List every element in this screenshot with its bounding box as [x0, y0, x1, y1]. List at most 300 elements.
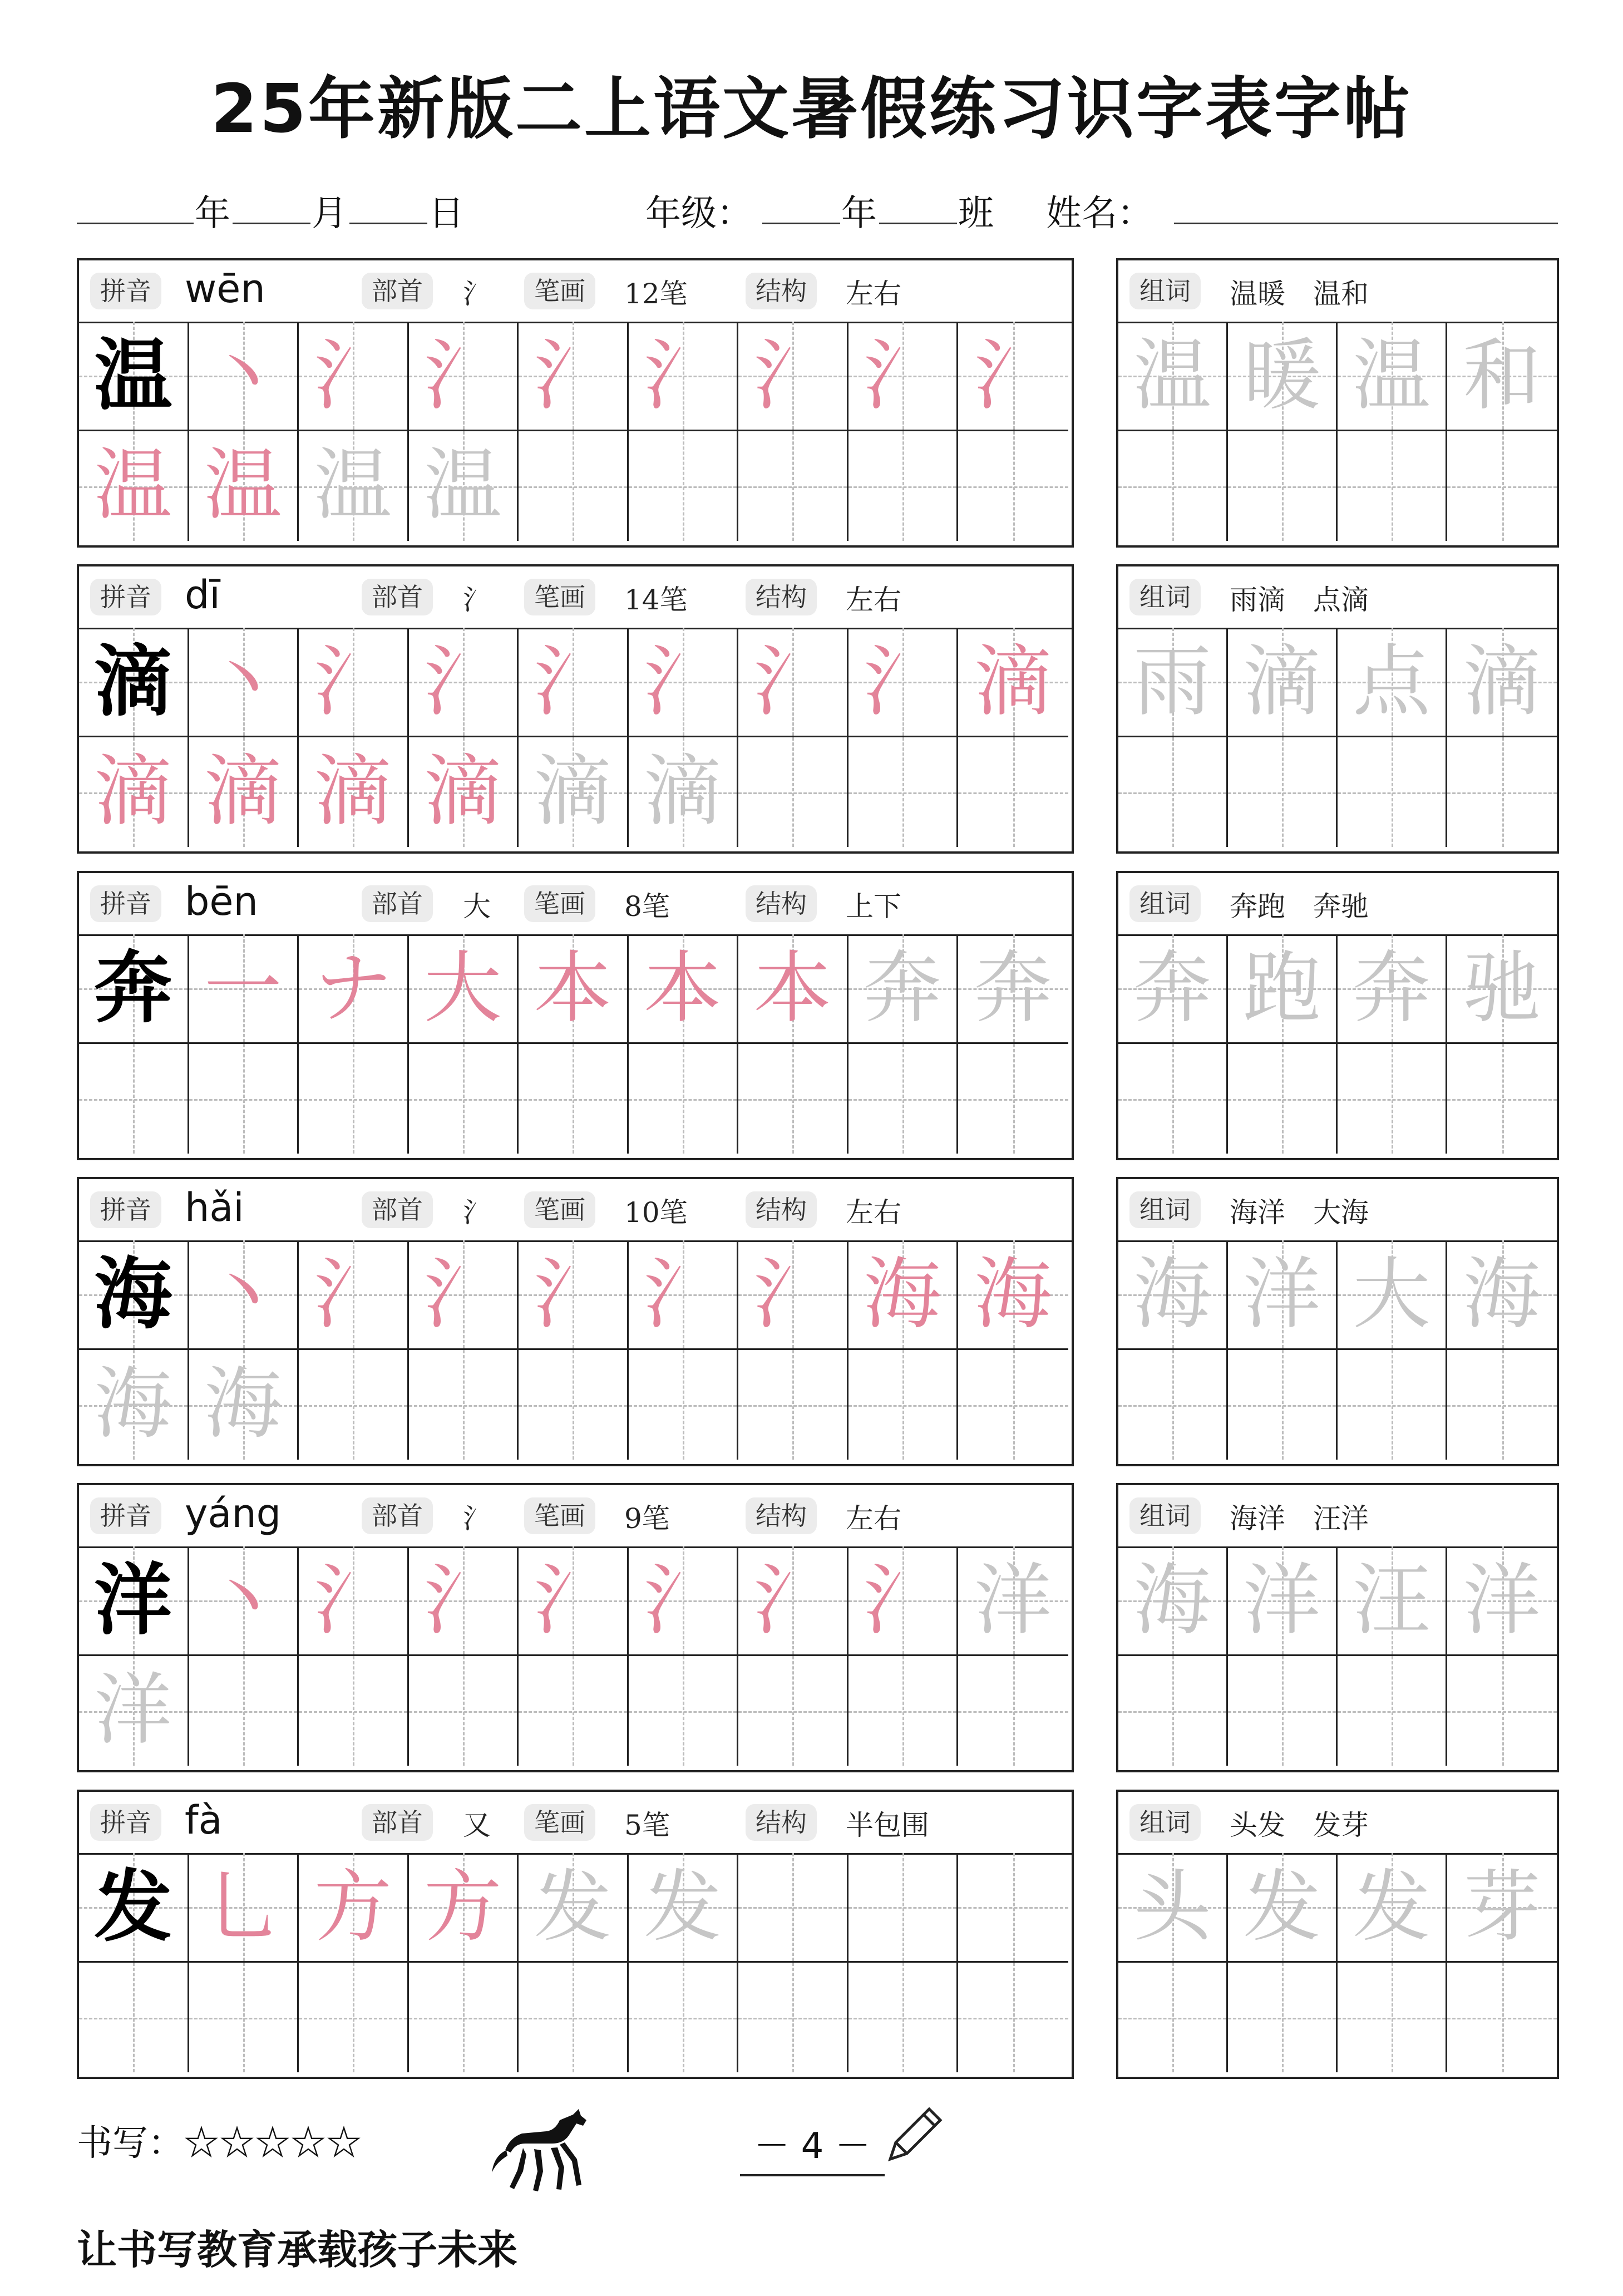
stroke-order-character: 氵: [753, 637, 832, 727]
practice-cell[interactable]: [629, 1963, 739, 2072]
grade-blank[interactable]: [762, 178, 840, 224]
stroke-order-character: 滴: [314, 746, 392, 837]
word-cell[interactable]: [1338, 1546, 1447, 1656]
page-title: 25年新版二上语文暑假练习识字表字帖: [211, 71, 1412, 148]
practice-cell[interactable]: [519, 1350, 629, 1460]
stroke-order-character: 温: [94, 440, 172, 531]
practice-cell[interactable]: [189, 1044, 299, 1154]
practice-cell[interactable]: [738, 1963, 849, 2072]
practice-block: [77, 1483, 1074, 1772]
word-trace-character: 发: [1242, 1862, 1321, 1953]
practice-cell[interactable]: [849, 1350, 959, 1460]
word-cell[interactable]: [1338, 737, 1447, 847]
word-cell[interactable]: [1228, 1656, 1338, 1766]
word-cell[interactable]: [1447, 1853, 1557, 1963]
model-character: 奔: [94, 943, 172, 1034]
stroke-order-character: 氵: [863, 637, 941, 727]
practice-block: [77, 258, 1074, 548]
word-trace-character: 雨: [1133, 637, 1211, 727]
practice-cell[interactable]: [958, 1963, 1068, 2072]
stroke-order-character: 氵: [314, 1555, 392, 1646]
word-trace-character: 洋: [1242, 1555, 1321, 1646]
word-cell[interactable]: [1338, 1963, 1447, 2072]
words-value: 头发 发芽: [1230, 1809, 1369, 1841]
pinyin-value: fà: [185, 1797, 223, 1843]
practice-cell[interactable]: [958, 934, 1068, 1044]
stroke-order-character: 氵: [753, 1249, 832, 1340]
practice-cell[interactable]: [79, 1240, 189, 1350]
word-cell[interactable]: [1228, 431, 1338, 541]
stroke-order-character: 奔: [863, 943, 941, 1034]
practice-cell[interactable]: [409, 1546, 519, 1656]
practice-cell[interactable]: [519, 628, 629, 737]
model-character: 海: [94, 1249, 172, 1340]
practice-cell[interactable]: [299, 1963, 409, 2072]
pinyin-value: wēn: [185, 266, 265, 312]
practice-cell[interactable]: [409, 1240, 519, 1350]
practice-cell[interactable]: [189, 322, 299, 431]
stroke-order-character: 氵: [423, 331, 502, 421]
stroke-order-character: 滴: [974, 637, 1052, 727]
word-trace-character: 汪: [1352, 1555, 1430, 1646]
structure-label: 结构: [746, 1804, 817, 1841]
practice-cell[interactable]: [299, 322, 409, 431]
stroke-order-character: 氵: [753, 331, 832, 421]
pinyin-label: 拼音: [90, 1191, 161, 1228]
practice-cell[interactable]: [958, 1350, 1068, 1460]
practice-cell[interactable]: [79, 1853, 189, 1963]
word-trace-character: 海: [1133, 1555, 1211, 1646]
word-trace-character: 温: [1352, 331, 1430, 421]
practice-cell[interactable]: [79, 431, 189, 541]
practice-cell[interactable]: [849, 1240, 959, 1350]
practice-cell[interactable]: [849, 934, 959, 1044]
month-blank[interactable]: [233, 178, 310, 224]
practice-cell[interactable]: [519, 737, 629, 847]
year-blank[interactable]: [77, 178, 194, 224]
practice-cell[interactable]: [958, 1240, 1068, 1350]
practice-cell[interactable]: [79, 1656, 189, 1766]
practice-cell[interactable]: [189, 1240, 299, 1350]
words-label: 组词: [1129, 885, 1201, 922]
practice-cell[interactable]: [409, 322, 519, 431]
practice-cell[interactable]: [519, 1963, 629, 2072]
practice-block: [77, 1177, 1074, 1466]
word-cell[interactable]: [1338, 1044, 1447, 1154]
practice-cell[interactable]: [738, 1853, 849, 1963]
word-cell[interactable]: [1118, 1044, 1228, 1154]
practice-cell[interactable]: [958, 1853, 1068, 1963]
stroke-order-character: 氵: [643, 1249, 722, 1340]
practice-cell[interactable]: [189, 431, 299, 541]
practice-cell[interactable]: [299, 1350, 409, 1460]
practice-cell[interactable]: [409, 628, 519, 737]
word-cell[interactable]: [1447, 628, 1557, 737]
stroke-order-character: 氵: [863, 1555, 941, 1646]
practice-cell[interactable]: [409, 431, 519, 541]
practice-cell[interactable]: [189, 1656, 299, 1766]
radical-label: 部首: [362, 579, 433, 615]
word-cell[interactable]: [1338, 1350, 1447, 1460]
stroke-order-character: 洋: [974, 1555, 1052, 1646]
practice-cell[interactable]: [519, 1546, 629, 1656]
word-cell[interactable]: [1118, 737, 1228, 847]
practice-cell[interactable]: [738, 1656, 849, 1766]
pinyin-value: dī: [185, 572, 220, 618]
practice-cell[interactable]: [409, 1963, 519, 2072]
stroke-order-character: 丶: [204, 637, 282, 727]
stroke-order-character: 滴: [534, 746, 612, 837]
strokes-label: 笔画: [524, 579, 595, 615]
practice-cell[interactable]: [409, 1350, 519, 1460]
practice-cell[interactable]: [79, 628, 189, 737]
practice-cell[interactable]: [79, 737, 189, 847]
pinyin-label: 拼音: [90, 273, 161, 309]
practice-cell[interactable]: [629, 1853, 739, 1963]
practice-cell[interactable]: [629, 1656, 739, 1766]
radical-value: 氵: [463, 1502, 491, 1535]
pinyin-label: 拼音: [90, 579, 161, 615]
word-cell[interactable]: [1228, 737, 1338, 847]
word-cell[interactable]: [1118, 1350, 1228, 1460]
day-label: 日: [428, 193, 464, 234]
word-cell[interactable]: [1447, 431, 1557, 541]
word-trace-character: 头: [1133, 1862, 1211, 1953]
practice-cell[interactable]: [409, 934, 519, 1044]
word-cell[interactable]: [1228, 934, 1338, 1044]
word-cell[interactable]: [1228, 1240, 1338, 1350]
practice-cell[interactable]: [189, 934, 299, 1044]
practice-cell[interactable]: [958, 1044, 1068, 1154]
pinyin-value: yáng: [185, 1491, 282, 1536]
practice-cell[interactable]: [519, 1044, 629, 1154]
model-character: 滴: [94, 636, 172, 727]
practice-cell[interactable]: [519, 1656, 629, 1766]
stroke-order-character: 方: [423, 1862, 502, 1953]
stroke-order-character: 本: [753, 943, 832, 1034]
word-cell[interactable]: [1338, 628, 1447, 737]
structure-value: 左右: [846, 1196, 901, 1229]
word-block: [1116, 1483, 1559, 1772]
practice-cell[interactable]: [738, 1044, 849, 1154]
practice-cell[interactable]: [629, 1044, 739, 1154]
class-blank[interactable]: [879, 178, 957, 224]
words-value: 海洋 汪洋: [1230, 1502, 1369, 1535]
word-trace-character: 大: [1352, 1249, 1430, 1340]
practice-cell[interactable]: [409, 1044, 519, 1154]
stroke-order-character: ナ: [314, 943, 392, 1034]
month-label: 月: [312, 193, 347, 234]
strokes-value: 8笔: [624, 890, 670, 923]
stroke-order-character: 氵: [423, 637, 502, 727]
word-cell[interactable]: [1338, 1240, 1447, 1350]
practice-cell[interactable]: [299, 1044, 409, 1154]
model-character: 洋: [94, 1555, 172, 1646]
word-trace-character: 跑: [1242, 943, 1321, 1034]
word-cell[interactable]: [1447, 322, 1557, 431]
stroke-order-character: 滴: [204, 746, 282, 837]
word-cell[interactable]: [1447, 1240, 1557, 1350]
practice-cell[interactable]: [738, 1350, 849, 1460]
stroke-order-character: 氵: [423, 1555, 502, 1646]
stroke-order-character: 氵: [534, 331, 612, 421]
practice-cell[interactable]: [409, 737, 519, 847]
structure-value: 左右: [846, 1502, 901, 1535]
stroke-order-character: 氵: [753, 1555, 832, 1646]
practice-cell[interactable]: [79, 934, 189, 1044]
radical-label: 部首: [362, 273, 433, 309]
word-cell[interactable]: [1228, 1546, 1338, 1656]
practice-cell[interactable]: [738, 431, 849, 541]
word-cell[interactable]: [1228, 322, 1338, 431]
word-trace-character: 海: [1133, 1249, 1211, 1340]
words-label: 组词: [1129, 273, 1201, 309]
word-cell[interactable]: [1228, 1963, 1338, 2072]
practice-cell[interactable]: [79, 1044, 189, 1154]
practice-cell[interactable]: [958, 628, 1068, 737]
word-cell[interactable]: [1118, 628, 1228, 737]
word-cell[interactable]: [1447, 737, 1557, 847]
pinyin-value: bēn: [185, 879, 258, 924]
practice-cell[interactable]: [849, 1963, 959, 2072]
word-cell[interactable]: [1228, 1044, 1338, 1154]
strokes-value: 12笔: [624, 278, 688, 310]
stroke-order-character: 滴: [94, 746, 172, 837]
class-label: 班: [958, 193, 994, 234]
stroke-order-character: 发: [643, 1862, 722, 1953]
stroke-order-character: 氵: [314, 637, 392, 727]
practice-cell[interactable]: [958, 322, 1068, 431]
practice-cell[interactable]: [299, 1546, 409, 1656]
strokes-label: 笔画: [524, 1191, 595, 1228]
practice-cell[interactable]: [79, 1546, 189, 1656]
words-label: 组词: [1129, 1497, 1201, 1534]
practice-cell[interactable]: [849, 1656, 959, 1766]
word-cell[interactable]: [1118, 934, 1228, 1044]
word-trace-character: 滴: [1242, 637, 1321, 727]
word-cell[interactable]: [1447, 1656, 1557, 1766]
stroke-order-character: 氵: [643, 331, 722, 421]
stroke-order-character: 奔: [974, 943, 1052, 1034]
word-trace-character: 点: [1352, 637, 1430, 727]
word-trace-character: 奔: [1352, 943, 1430, 1034]
strokes-label: 笔画: [524, 885, 595, 922]
practice-cell[interactable]: [519, 431, 629, 541]
word-cell[interactable]: [1228, 1853, 1338, 1963]
pen-icon: [879, 2103, 946, 2170]
words-value: 雨滴 点滴: [1230, 584, 1369, 616]
stroke-order-character: 滴: [643, 746, 722, 837]
practice-cell[interactable]: [79, 1963, 189, 2072]
stroke-order-character: 海: [974, 1249, 1052, 1340]
grade-year-label: 年: [841, 193, 877, 234]
words-value: 海洋 大海: [1230, 1196, 1369, 1229]
words-label: 组词: [1129, 579, 1201, 615]
structure-value: 半包围: [846, 1809, 929, 1841]
model-character: 温: [94, 330, 172, 421]
practice-cell[interactable]: [189, 1853, 299, 1963]
stroke-order-character: 氵: [863, 331, 941, 421]
stroke-order-character: 温: [423, 440, 502, 531]
practice-cell[interactable]: [849, 1546, 959, 1656]
words-value: 奔跑 奔驰: [1230, 890, 1369, 923]
word-cell[interactable]: [1118, 431, 1228, 541]
practice-cell[interactable]: [738, 934, 849, 1044]
words-label: 组词: [1129, 1804, 1201, 1841]
word-trace-character: 驰: [1463, 943, 1541, 1034]
practice-cell[interactable]: [519, 1240, 629, 1350]
practice-cell[interactable]: [958, 737, 1068, 847]
word-trace-character: 暖: [1242, 331, 1321, 421]
practice-cell[interactable]: [299, 934, 409, 1044]
word-cell[interactable]: [1338, 431, 1447, 541]
stroke-order-character: 一: [204, 943, 282, 1034]
practice-cell[interactable]: [79, 1350, 189, 1460]
strokes-value: 9笔: [624, 1502, 670, 1535]
practice-cell[interactable]: [299, 1656, 409, 1766]
day-blank[interactable]: [349, 178, 427, 224]
practice-cell[interactable]: [849, 628, 959, 737]
word-block: [1116, 1790, 1559, 2079]
practice-cell[interactable]: [299, 1853, 409, 1963]
practice-cell[interactable]: [519, 322, 629, 431]
writing-rating: 书写：☆☆☆☆☆: [77, 2123, 362, 2164]
practice-cell[interactable]: [519, 934, 629, 1044]
practice-cell[interactable]: [849, 737, 959, 847]
stroke-order-character: 海: [863, 1249, 941, 1340]
word-trace-character: 和: [1463, 331, 1541, 421]
practice-cell[interactable]: [849, 1044, 959, 1154]
word-cell[interactable]: [1338, 322, 1447, 431]
practice-cell[interactable]: [738, 1240, 849, 1350]
practice-cell[interactable]: [738, 628, 849, 737]
word-cell[interactable]: [1118, 1546, 1228, 1656]
word-cell[interactable]: [1118, 322, 1228, 431]
practice-block: [77, 564, 1074, 854]
pinyin-label: 拼音: [90, 1804, 161, 1841]
stroke-order-character: 丶: [204, 331, 282, 421]
word-cell[interactable]: [1338, 934, 1447, 1044]
word-trace-character: 温: [1133, 331, 1211, 421]
practice-cell[interactable]: [299, 737, 409, 847]
word-cell[interactable]: [1447, 934, 1557, 1044]
practice-cell[interactable]: [629, 628, 739, 737]
practice-cell[interactable]: [629, 1350, 739, 1460]
practice-cell[interactable]: [629, 431, 739, 541]
word-cell[interactable]: [1118, 1656, 1228, 1766]
radical-value: 又: [463, 1809, 491, 1841]
practice-cell[interactable]: [409, 1656, 519, 1766]
practice-cell[interactable]: [738, 737, 849, 847]
practice-cell[interactable]: [958, 1656, 1068, 1766]
stroke-order-character: 氵: [314, 331, 392, 421]
practice-cell[interactable]: [629, 934, 739, 1044]
stroke-order-character: 大: [423, 943, 502, 1034]
word-cell[interactable]: [1447, 1963, 1557, 2072]
slogan: 让书写教育承载孩子未来: [77, 2226, 518, 2273]
stroke-order-character: 氵: [643, 1555, 722, 1646]
practice-cell[interactable]: [189, 737, 299, 847]
practice-cell[interactable]: [519, 1853, 629, 1963]
practice-cell[interactable]: [738, 322, 849, 431]
practice-cell[interactable]: [189, 1350, 299, 1460]
practice-cell[interactable]: [958, 431, 1068, 541]
word-cell[interactable]: [1338, 1656, 1447, 1766]
strokes-value: 14笔: [624, 584, 688, 616]
strokes-label: 笔画: [524, 1497, 595, 1534]
word-cell[interactable]: [1118, 1240, 1228, 1350]
stroke-order-character: 本: [643, 943, 722, 1034]
radical-label: 部首: [362, 1497, 433, 1534]
word-cell[interactable]: [1338, 1853, 1447, 1963]
practice-cell[interactable]: [299, 431, 409, 541]
radical-value: 氵: [463, 278, 491, 310]
stroke-order-character: 氵: [534, 1249, 612, 1340]
stroke-order-character: 温: [314, 440, 392, 531]
stroke-order-character: 氵: [534, 1555, 612, 1646]
page-number: － 4 －: [740, 2117, 885, 2176]
word-cell[interactable]: [1447, 1044, 1557, 1154]
practice-cell[interactable]: [189, 628, 299, 737]
practice-cell[interactable]: [629, 322, 739, 431]
word-cell[interactable]: [1447, 1546, 1557, 1656]
practice-cell[interactable]: [629, 1546, 739, 1656]
stroke-order-character: 氵: [974, 331, 1052, 421]
word-cell[interactable]: [1118, 1853, 1228, 1963]
stroke-order-character: 海: [204, 1359, 282, 1450]
practice-cell[interactable]: [189, 1963, 299, 2072]
word-trace-character: 洋: [1242, 1249, 1321, 1340]
name-blank[interactable]: [1174, 178, 1558, 224]
practice-cell[interactable]: [738, 1546, 849, 1656]
practice-cell[interactable]: [299, 1240, 409, 1350]
structure-label: 结构: [746, 1497, 817, 1534]
stroke-order-character: 温: [204, 440, 282, 531]
word-cell[interactable]: [1447, 1350, 1557, 1460]
practice-block: [77, 871, 1074, 1160]
stroke-order-character: 洋: [94, 1665, 172, 1756]
structure-label: 结构: [746, 885, 817, 922]
practice-block: [77, 1790, 1074, 2079]
word-cell[interactable]: [1118, 1963, 1228, 2072]
word-cell[interactable]: [1228, 628, 1338, 737]
model-character: 发: [94, 1861, 172, 1953]
radical-value: 氵: [463, 1196, 491, 1229]
word-trace-character: 芽: [1463, 1862, 1541, 1953]
date-line: [0, 178, 1623, 239]
practice-cell[interactable]: [299, 628, 409, 737]
practice-cell[interactable]: [958, 1546, 1068, 1656]
practice-cell[interactable]: [409, 1853, 519, 1963]
radical-value: 氵: [463, 584, 491, 616]
practice-cell[interactable]: [629, 1240, 739, 1350]
stroke-order-character: 丶: [204, 1249, 282, 1340]
practice-cell[interactable]: [849, 1853, 959, 1963]
practice-cell[interactable]: [79, 322, 189, 431]
word-trace-character: 滴: [1463, 637, 1541, 727]
practice-cell[interactable]: [849, 322, 959, 431]
practice-cell[interactable]: [849, 431, 959, 541]
word-cell[interactable]: [1228, 1350, 1338, 1460]
practice-cell[interactable]: [629, 737, 739, 847]
structure-label: 结构: [746, 1191, 817, 1228]
word-block: [1116, 1177, 1559, 1466]
word-trace-character: 发: [1352, 1862, 1430, 1953]
stroke-order-character: 氵: [423, 1249, 502, 1340]
practice-cell[interactable]: [189, 1546, 299, 1656]
word-block: [1116, 871, 1559, 1160]
stroke-order-character: 氵: [314, 1249, 392, 1340]
